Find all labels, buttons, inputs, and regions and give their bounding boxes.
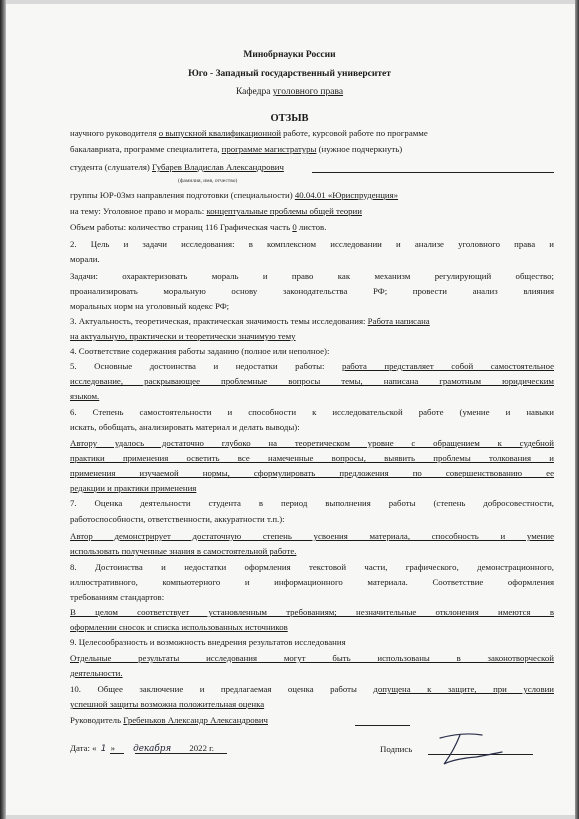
line-34 <box>70 652 554 664</box>
underlined-text: Отдельные результаты исследования могут быть использованы в законотворческой <box>70 653 554 663</box>
underlined-text: деятельности. <box>70 668 123 678</box>
department-prefix: Кафедра <box>235 87 273 97</box>
line-18: 6. Степень самостоятельности и способности к исследовательской работе (умение и навыки <box>70 407 554 417</box>
date-day: 1 <box>100 744 107 754</box>
specialty: 40.04.01 «Юриспруденция» <box>294 190 399 200</box>
line-27 <box>70 545 554 557</box>
text: студента (слушателя) <box>70 162 153 172</box>
text: 5. Основные достоинства и недостатки работы: <box>70 361 342 371</box>
line-33: 9. Целесообразность и возможность внедрения результатов исследования <box>70 637 346 647</box>
line-20 <box>70 437 554 449</box>
underlined-text: о выпускной квалификационной <box>158 128 281 138</box>
line-23 <box>70 482 554 494</box>
date-prefix: Дата: « <box>70 743 97 753</box>
document-title: ОТЗЫВ <box>270 113 309 124</box>
line-26 <box>70 530 554 542</box>
line-9: Задачи: охарактеризовать мораль и право как механизм регулирующий общество; <box>70 271 554 281</box>
date-month: декабря <box>133 744 172 754</box>
ministry-name: Минобрнауки России <box>243 50 336 60</box>
line-14: 4. Соответствие содержания работы заданию (полное или неполное): <box>70 346 330 356</box>
line-16 <box>70 375 554 387</box>
line-11: моральных норм на уголовный кодекс РФ; <box>70 301 230 311</box>
underlined-text: языком. <box>70 391 100 401</box>
department-name: уголовного права <box>272 87 344 97</box>
text: на тему: Уголовное право и мораль: <box>70 206 207 216</box>
line-5 <box>70 205 554 217</box>
line-13 <box>70 330 554 342</box>
department <box>0 86 579 98</box>
line-2 <box>70 143 554 155</box>
line-1 <box>70 127 554 139</box>
text: 3. Актуальность, теоретическая, практическая значимость темы исследования: <box>70 316 368 326</box>
underlined-text: практики применения осветить все намеченные вопросы, выявить проблемы толкования и <box>70 453 554 463</box>
underlined-text: на актуальную, практически и теоретически значимую тему <box>70 331 296 341</box>
text: бакалавриата, программе специалитета, <box>70 144 222 154</box>
handwritten-signature <box>430 730 510 770</box>
grade-text: успешной защиты возможна положительная оценка <box>70 699 265 709</box>
underlined-text: использовать полученные знания в самостоятельной работе. <box>70 546 297 556</box>
line-12 <box>70 315 554 327</box>
line-36 <box>70 683 554 695</box>
line-25: работоспособности, ответственности, аккуратности т.п.): <box>70 514 285 524</box>
line-17 <box>70 390 554 402</box>
underlined-text: работа представляет собой самостоятельное <box>341 361 554 371</box>
line-6 <box>70 221 554 233</box>
line-15 <box>70 360 554 372</box>
date-day-line <box>110 753 124 754</box>
line-35 <box>70 667 554 679</box>
student-name-line <box>312 172 554 173</box>
text: листов. <box>296 222 327 232</box>
line-8: морали. <box>70 254 100 264</box>
line-28: 8. Достоинства и недостатки оформления текстовой части, графического, демонстрационного, <box>70 562 554 572</box>
line-32 <box>70 621 554 633</box>
underlined-text: Автор демонстрирует достаточную степень усвоения материала, способность и умение <box>70 531 554 541</box>
line-29: иллюстративного, компьютерного и информационного материала. Соответствие оформления <box>70 577 554 587</box>
text: работе, курсовой работе по программе <box>280 128 428 138</box>
underlined-text: редакции и практики применения <box>70 483 197 493</box>
grade-text: допущена к защите, при условии <box>373 684 554 694</box>
text: Объем работы: количество страниц 116 Графическая часть <box>70 222 293 232</box>
line-22 <box>70 467 554 479</box>
supervisor-line <box>355 725 410 726</box>
line-24: 7. Оценка деятельности студента в период выполнения работы (степень добросовестности, <box>70 498 554 508</box>
date-month-line <box>135 753 227 754</box>
line-37 <box>70 698 554 710</box>
text: Руководитель <box>70 715 124 725</box>
line-21 <box>70 452 554 464</box>
line-19: искать, обобщать, анализировать материал и делать выводы): <box>70 422 300 432</box>
line-10: проанализировать моральную основу законодательства РФ; провести анализ влияния <box>70 286 554 296</box>
name-caption: (фамилия, имя, отчество) <box>178 178 238 184</box>
text: 10. Общее заключение и предлагаемая оценка работы <box>70 684 374 694</box>
supervisor-name: Гребеньков Александр Александрович <box>123 715 268 725</box>
underlined-text: В целом соответствует установленным требованиям; незначительные отклонения имеются в <box>70 607 554 617</box>
line-4 <box>70 189 554 201</box>
graphic-count: 0 <box>292 222 297 232</box>
signature-label: Подпись <box>380 744 413 754</box>
underlined-text: применения изучаемой нормы, сформулировать предложения по совершенствованию ее <box>70 468 554 478</box>
underlined-text: Автору удалось достаточно глубоко на теоретическом уровне с обращением к судебной <box>70 438 554 448</box>
line-7: 2. Цель и задачи исследования: в комплексном исследовании и анализе уголовного права и <box>70 239 554 249</box>
topic: концептуальные проблемы общей теории <box>206 206 362 216</box>
line-38 <box>70 714 554 726</box>
underlined-text: исследование, раскрывающее проблемные вопросы темы, написана грамотным юридическим <box>70 376 554 386</box>
student-name: Губарев Владислав Александрович <box>152 162 284 172</box>
text: (нужное подчеркнуть) <box>316 144 403 154</box>
underlined-text: Работа написана <box>367 316 430 326</box>
text: группы ЮР-03мз направления подготовки (специальности) <box>70 190 295 200</box>
date-sep: » <box>110 743 118 753</box>
text: научного руководителя <box>70 128 159 138</box>
date-year: 2022 г. <box>187 743 214 753</box>
line-30: требованиям стандартов: <box>70 592 165 602</box>
underlined-text: оформлении сносок и списка использованных источников <box>70 622 288 632</box>
university-name: Юго - Западный государственный университет <box>188 69 391 79</box>
line-31 <box>70 606 554 618</box>
underlined-text: программе магистратуры <box>221 144 317 154</box>
